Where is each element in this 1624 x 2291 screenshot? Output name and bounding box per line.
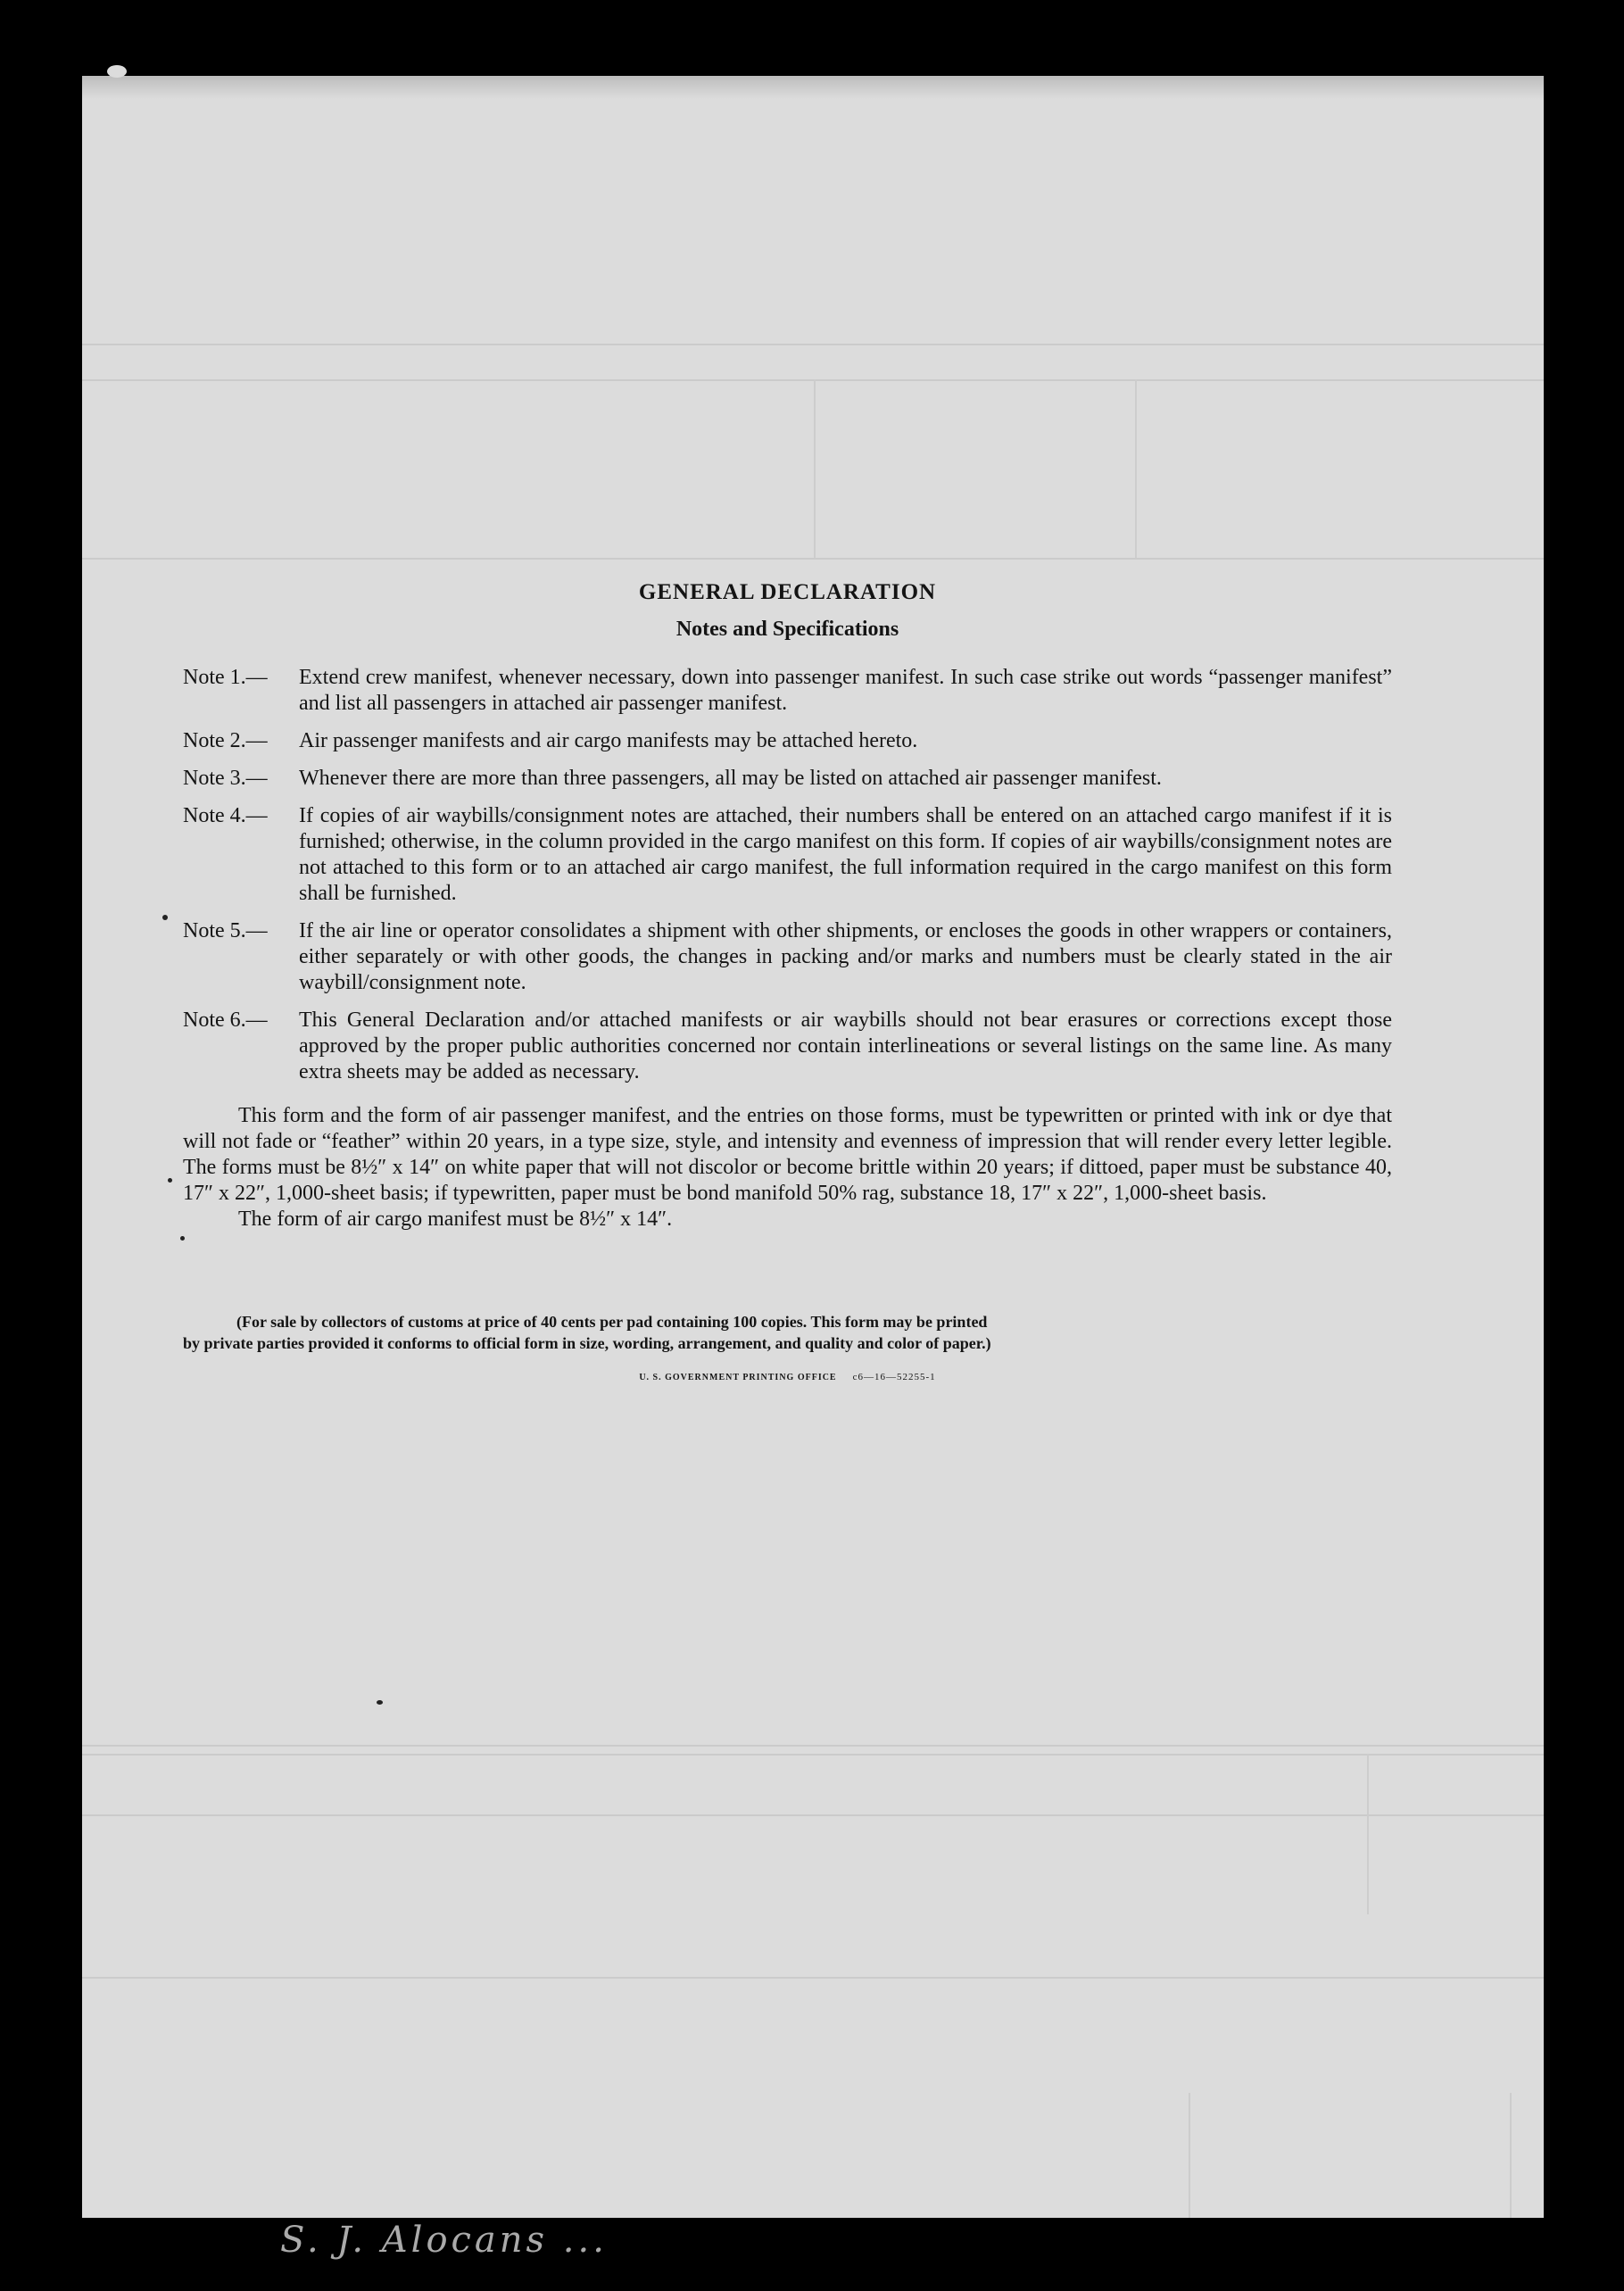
ink-speck [162, 915, 168, 920]
cargo-manifest-size-paragraph: The form of air cargo manifest must be 8½″ x 14″. [238, 1208, 673, 1231]
bleed-through-rule [82, 558, 1544, 560]
note-label: Note 4.— [183, 804, 268, 827]
note-label: Note 3.— [183, 767, 268, 790]
note-2 [183, 728, 1392, 754]
printing-office-code: c6—16—52255-1 [852, 1372, 936, 1382]
bleed-through-rule [814, 379, 816, 558]
note-label: Note 1.— [183, 666, 268, 689]
note-text: If copies of air waybills/consignment notes are attached, their numbers shall be entered on an attached cargo manifest if it is furnished; otherwise, in the column provided in the cargo manifest on this form. If copies of air waybills/consignment notes are not attached to this form or to an attached air cargo manifest, the full information required in the cargo manifest on this form shall be furnished. [299, 804, 1392, 905]
note-4 [183, 803, 1392, 907]
printing-office-name: U. S. GOVERNMENT PRINTING OFFICE [639, 1373, 837, 1382]
note-label: Note 6.— [183, 1009, 268, 1032]
form-requirements-paragraph: This form and the form of air passenger manifest, and the entries on those forms, must be typewritten or printed with ink or dye that will not fade or “feather” within 20 years, in a type size, style, and intensity and evenness of impression that will render every letter legible. The forms must be 8½″ x 14″ on white paper that will not discolor or become brittle within 20 years; if dittoed, paper must be substance 40, 17″ x 22″, 1,000-sheet basis; if typewritten, paper must be bond manifold 50% rag, substance 18, 17″ x 22″, 1,000-sheet basis. [183, 1104, 1392, 1205]
bleed-through-rule [82, 1745, 1544, 1747]
sale-notice-line: by private parties provided it conforms to official form in size, wording, arrangement, and quality and color of paper.) [183, 1334, 991, 1352]
ink-speck [107, 65, 127, 78]
bleed-through-rule [1367, 1754, 1369, 1914]
note-text: Extend crew manifest, whenever necessary, down into passenger manifest. In such case strike out words “passenger manifest” and list all passengers in attached air passenger manifest. [299, 666, 1392, 715]
note-1 [183, 665, 1392, 717]
note-label: Note 5.— [183, 919, 268, 942]
signature-mark: S. J. Alocans ... [280, 2220, 608, 2261]
bleed-through-rule [1189, 2093, 1190, 2218]
page-subtitle: Notes and Specifications [675, 618, 899, 641]
bleed-through-rule [82, 1814, 1544, 1816]
note-label: Note 2.— [183, 729, 268, 752]
bleed-through-rule [82, 379, 1544, 381]
note-3 [183, 766, 1392, 792]
notes-and-specifications [183, 580, 1392, 1382]
bleed-through-rule [82, 344, 1544, 345]
note-text: If the air line or operator consolidates a shipment with other shipments, or encloses the goods in other wrappers or containers, either separately or with other goods, the changes in packing and/or marks and numbers must be clearly stated in the air waybill/consignment note. [299, 919, 1392, 994]
bleed-through-rule [82, 1977, 1544, 1979]
ink-speck [377, 1700, 383, 1705]
note-6 [183, 1008, 1392, 1085]
page-top-edge [82, 76, 1544, 99]
sale-notice-line: (For sale by collectors of customs at price of 40 cents per pad containing 100 copies. This form may be printed [236, 1313, 988, 1331]
bleed-through-rule [82, 1754, 1544, 1756]
ink-speck [168, 1178, 172, 1183]
printing-office-line [183, 1372, 1392, 1382]
note-5 [183, 918, 1392, 996]
bleed-through-rule [1135, 379, 1137, 558]
note-text: This General Declaration and/or attached manifests or air waybills should not bear erasures or corrections except those approved by the proper public authorities concerned nor contain interlineations or several listings on the same line. As many extra sheets may be added as necessary. [299, 1009, 1392, 1083]
sale-notice [183, 1311, 1392, 1354]
bleed-through-rule [1510, 2093, 1512, 2218]
page-title: GENERAL DECLARATION [638, 580, 937, 604]
note-text: Whenever there are more than three passengers, all may be listed on attached air passenger manifest. [299, 767, 1162, 790]
note-text: Air passenger manifests and air cargo manifests may be attached hereto. [299, 729, 918, 752]
